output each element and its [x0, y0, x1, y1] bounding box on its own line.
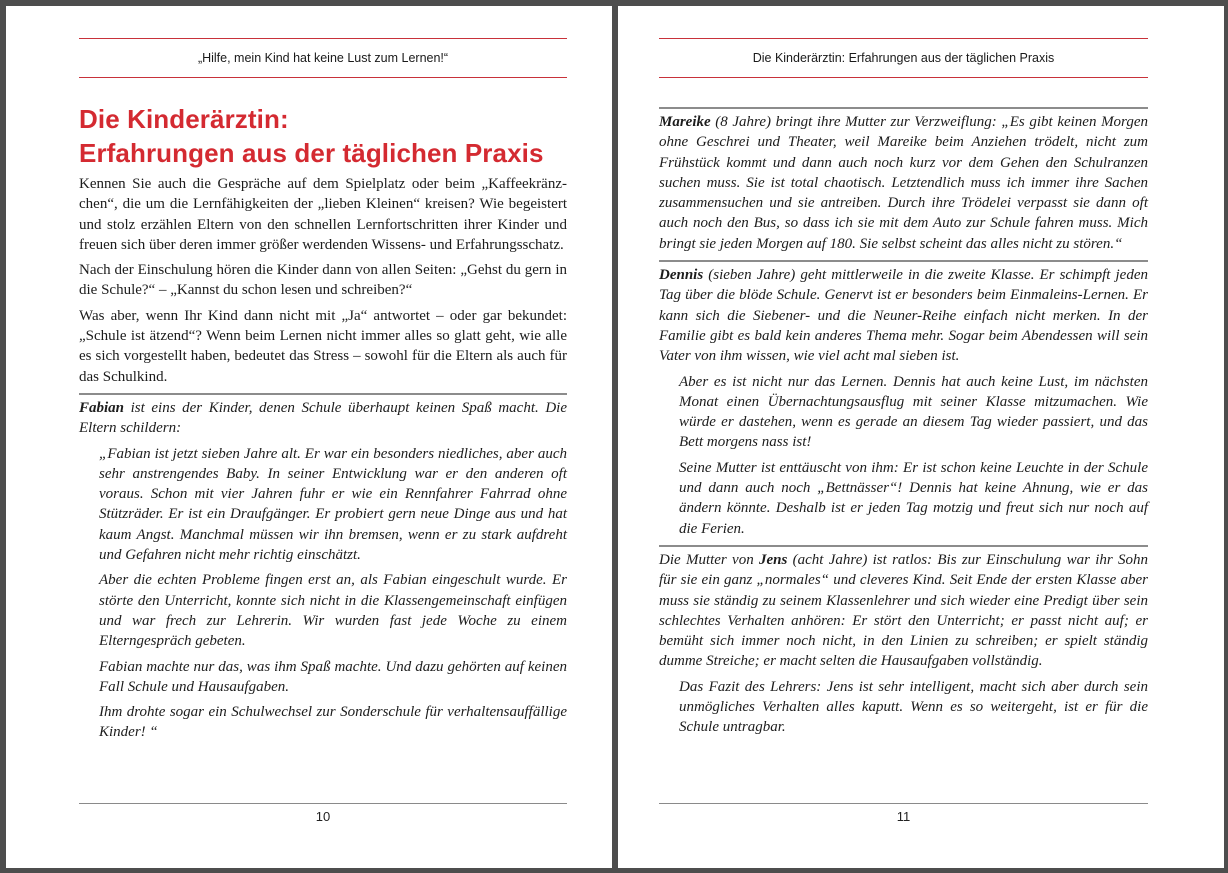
chapter-title — [79, 102, 567, 170]
case-prefix: Die Mutter von — [659, 551, 760, 568]
footer-rule — [659, 803, 1148, 804]
case-text: (acht Jahre) ist ratlos: Bis zur Einschulung war ihr Sohn für sie ein ganz „normales“ und cleveres Kind. Seit Ende der ersten Klasse aber muss sie ständig zu seinem Klassenlehrer und sich wieder eine Predigt über sein schlechtes Verhalten anhören: Er stört den Unterricht; er passt nicht auf; er bemüht sich immer noch nicht, in den Linien zu schreiben; er spielt ständig dumme Streiche; er macht selten die Hausaufgaben vollständig. — [659, 551, 1149, 670]
page-content — [659, 107, 1148, 738]
case-dennis — [659, 260, 1148, 539]
case-name: Dennis — [659, 267, 704, 284]
case-paragraph: Das Fazit des Lehrers: Jens ist sehr intelligent, macht sich aber durch sein unmögliches Verhalten alles kaputt. Wenn es so weitergeht, ist er für die Schule untragbar. — [679, 678, 1148, 736]
case-quote: Ihm drohte sogar ein Schulwechsel zur Sonderschule für verhaltensauffällige Kinder! “ — [99, 704, 567, 741]
case-quote: „Fabian ist jetzt sieben Jahre alt. Er war ein besonders niedliches, aber auch sehr anstrengendes Baby. In seiner Entwicklung war er den anderen oft voraus. Schon mit vier Jahren fuhr er wie ein Rennfahrer Fahrrad ohne Stützräder. Er ist ein Draufgänger. Er probiert gern neue Dinge aus und hat kaum Angst. Manchmal müssen wir ihn bremsen, wenn er zu stark aufdreht und Gefahren nicht mehr richtig einschätzt. — [99, 445, 567, 564]
case-text: (8 Jahre) bringt ihre Mutter zur Verzweiflung: „Es gibt keinen Morgen ohne Geschrei und Theater, weil Mareike beim Anziehen trödelt, nicht zum Frühstück kommt und dann auch noch kurz vor dem Gehen den Schulranzen suchen muss. Sie ist total chaotisch. Letztendlich muss ich immer ihre Sachen zusammensuchen und sie antreiben. Durch ihre Trödelei verpasst sie dann oft auch noch den Bus, so dass ich sie mit dem Auto zur Schule fahren muss. Mich bringt sie jeden Morgen auf 180. Sie selbst scheint das alles nicht zu stören.“ — [659, 114, 1148, 252]
running-head: „Hilfe, mein Kind hat keine Lust zum Lernen!“ — [79, 38, 567, 78]
case-paragraph: Aber es ist nicht nur das Lernen. Dennis hat auch keine Lust, im nächsten Monat einen Übernachtungsausflug mit seiner Klasse mitzumachen. Wie würde er dastehen, wenn es gerade an diesem Tag wieder passiert, und das Bett morgens nass ist! — [679, 373, 1148, 451]
case-paragraph: Seine Mutter ist enttäuscht von ihm: Er ist schon keine Leuchte in der Schule und dann auch noch „Bettnässer“! Dennis hat keine Ahnung, wie er das ändern könnte. Deshalb ist er jeden Tag motzig und freut sich nur noch auf die Ferien. — [679, 459, 1148, 537]
page-left — [6, 6, 612, 868]
page-number: 11 — [896, 809, 911, 824]
case-jens — [659, 545, 1148, 738]
chapter-title-line-2: Erfahrungen aus der täglichen Praxis — [79, 138, 544, 168]
case-lead: ist eins der Kinder, denen Schule überhaupt keinen Spaß macht. Die Eltern schildern: — [79, 399, 567, 437]
case-name: Mareike — [659, 114, 711, 130]
chapter-title-line-1: Die Kinderärztin: — [79, 104, 289, 134]
page-right — [618, 6, 1224, 868]
case-name: Jens — [759, 551, 788, 568]
page-number: 10 — [315, 809, 331, 824]
case-name: Fabian — [79, 399, 125, 416]
case-mareike — [659, 107, 1148, 254]
case-fabian — [79, 393, 567, 743]
page-content — [79, 102, 567, 743]
case-text: (sieben Jahre) geht mittlerweile in die zweite Klasse. Er schimpft jeden Tag über die blöde Schule. Genervt ist er besonders beim Einmaleins-Lernen. Er kann sich die Siebener- und die Neuner-Reihe einfach nicht merken. In der Familie gibt es bald kein anderes Thema mehr. Sogar beim Abendessen will sein Vater von ihm wissen, wie viel acht mal sieben ist. — [659, 267, 1148, 365]
intro-paragraph: Kennen Sie auch die Gespräche auf dem Spielplatz oder beim „Kaffeekränzchen“, die um die Lernfähigkeiten der „lieben Kleinen“ kreisen? Wie begeistert und stolz erzählen Eltern von den schnellen Lernfortschritten ihrer Kinder und freuen sich über deren immer größer werdenden Wissens- und Erfahrungsschatz. — [79, 176, 567, 253]
footer-rule — [79, 803, 567, 804]
running-head: Die Kinderärztin: Erfahrungen aus der täglichen Praxis — [659, 38, 1148, 78]
intro-paragraph: Nach der Einschulung hören die Kinder dann von allen Seiten: „Gehst du gern in die Schule?“ – „Kannst du schon lesen und schreiben?“ — [79, 262, 567, 299]
case-quote: Fabian machte nur das, was ihm Spaß machte. Und dazu gehörten auf keinen Fall Schule und Hausaufgaben. — [99, 658, 567, 695]
intro-paragraph: Was aber, wenn Ihr Kind dann nicht mit „Ja“ antwortet – oder gar bekundet: „Schule ist ätzend“? Wenn beim Lernen nicht immer alles so glatt geht, wie alle es sich vorgestellt haben, bedeutet das Stress – sowohl für die Eltern als auch für das Schulkind. — [79, 307, 567, 385]
case-quote: Aber die echten Probleme fingen erst an, als Fabian eingeschult wurde. Er störte den Unterricht, konnte sich nicht in die Klassengemeinschaft einfügen und war frech zur Lehrerin. Wir wurden fast jede Woche zu einem Elterngespräch gebeten. — [99, 572, 567, 650]
